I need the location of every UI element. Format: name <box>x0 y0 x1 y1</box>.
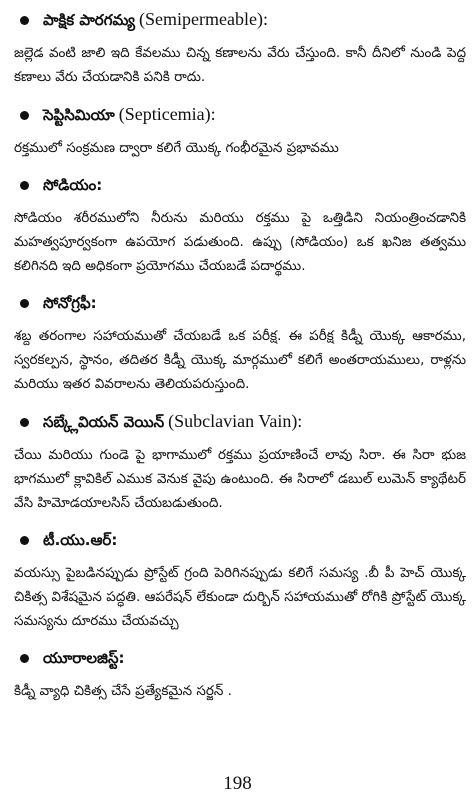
entry-heading <box>14 174 466 196</box>
entry-term: సెప్టిసిమియా <box>43 106 115 124</box>
entry-term: పాక్షిక పారగమ్య <box>43 11 136 29</box>
page-number: 198 <box>223 773 252 794</box>
bullet-icon <box>20 418 29 427</box>
glossary-entry-tur <box>14 529 466 633</box>
bullet-icon <box>20 16 29 25</box>
page-content <box>14 8 466 717</box>
entry-heading <box>14 647 466 669</box>
bullet-icon <box>20 111 29 120</box>
glossary-entry-sodium <box>14 174 466 278</box>
glossary-entry-sonography <box>14 292 466 396</box>
bullet-icon <box>20 654 29 663</box>
bullet-icon <box>20 181 29 190</box>
glossary-entry-septicemia <box>14 103 466 160</box>
entry-heading <box>14 410 466 433</box>
entry-heading <box>14 8 466 31</box>
entry-term: సోనోగ్రఫీ: <box>43 294 97 312</box>
entry-definition: చేయి మరియు గుండె పై భాగాములో రక్తము ప్రయాణించే లావు సిరా. ఈ సిరా భుజ భాగములో క్లావికిల్ ఎముక వెనుక వైపు ఉంటుంది. ఈ సిరాలో డబుల్ లుమెన్ క్యాథేటర్ వేసి హిమోడయాలసిస్ చేయబడుతుంది. <box>14 447 466 511</box>
entry-definition: రక్తములో సంక్రమణ ద్వారా కలిగే యొక్క గంభీరమైన ప్రభావము <box>14 140 339 156</box>
glossary-entry-semipermeable <box>14 8 466 89</box>
entry-definition: వయస్సు పైబడినప్పుడు ప్రోస్టేట్ గ్రంది పెరిగినప్పుడు కలిగే సమస్య .బీ పీ హెచ్ యొక్క చికిత్స విశేషమైన పద్ధతి. ఆపరేషన్ లేకుండా దుర్బిన్ సహాయముతో రోగికి ప్రోస్టేట్ యొక్క సమస్యను దూరము చేయవచ్చు <box>14 565 466 629</box>
entry-english-term: (Semipermeable): <box>139 9 268 29</box>
entry-term: సబ్క్లేవియన్ వెయిన్ <box>43 413 165 431</box>
entry-term: యూరాలజిస్ట్: <box>43 649 125 667</box>
bullet-icon <box>20 299 29 308</box>
entry-heading <box>14 103 466 126</box>
glossary-entry-urologist <box>14 647 466 703</box>
entry-definition: జల్లెడ వంటి జాలి ఇది కేవలము చిన్న కణాలను వేరు చేస్తుంది. కానీ దీనిలో నుండి పెద్ద కణాలు వేరు చేయడానికి పనికి రాదు. <box>14 45 466 85</box>
entry-heading <box>14 529 466 551</box>
entry-english-term: (Septicemia): <box>118 104 216 124</box>
entry-term: సోడియం: <box>43 176 103 194</box>
entry-definition: శబ్ద తరంగాల సహాయముతో చేయబడే ఒక పరీక్ష. ఈ పరీక్ష కిడ్నీ యొక్క ఆకారము, స్వరకల్పన, స్థానం, తదితర కిడ్నీ యొక్క మార్గములో కలిగే అంతరాయములు, రాళ్లను మరియు ఇతర వివరాలను తెలియపరుస్తుంది. <box>14 328 466 392</box>
entry-heading <box>14 292 466 314</box>
glossary-entry-subclavian-vain <box>14 410 466 515</box>
bullet-icon <box>20 536 29 545</box>
entry-definition: కిడ్నీ వ్యాధి చికిత్స చేసే ప్రత్యేకమైన సర్జన్ . <box>14 683 232 699</box>
entry-term: టీ.యు.ఆర్: <box>43 531 118 549</box>
entry-definition: సోడియం శరీరములోని నీరును మరియు రక్తము పై ఒత్తిడిని నియంత్రించడానికి మహత్వపూర్వకంగా ఉపయోగ పడుతుంది. ఉప్పు (సోడియం) ఒక ఖనిజ తత్వము కలిగినది ఇది అధికంగా ప్రయోగము చేయబడే పదార్థము. <box>14 210 466 274</box>
entry-english-term: (Subclavian Vain): <box>168 411 303 431</box>
